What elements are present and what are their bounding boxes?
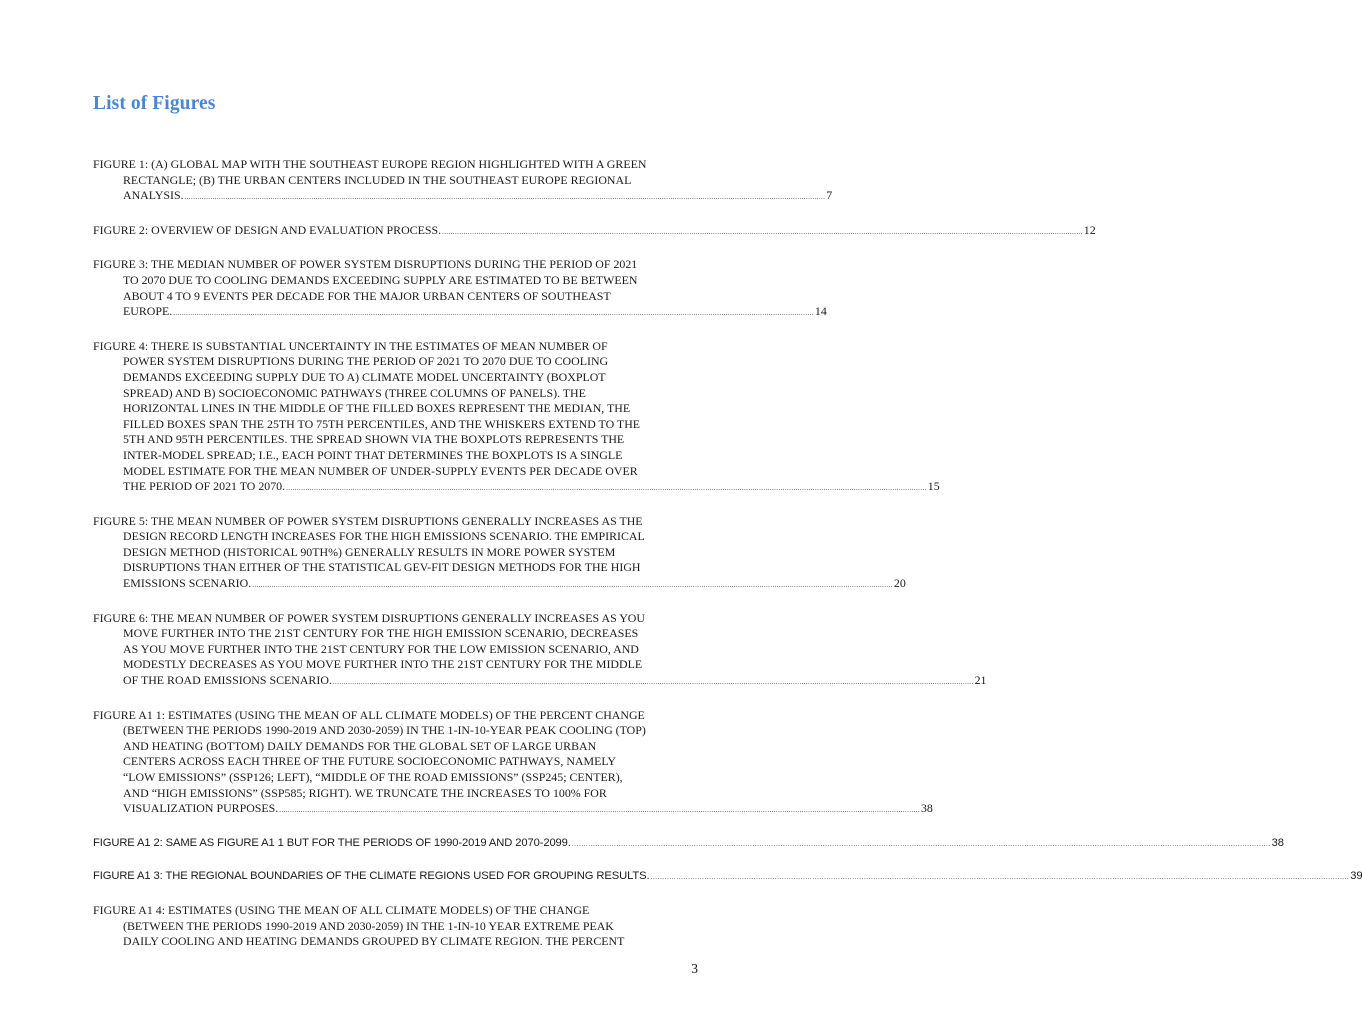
- figure-entry-text: FIGURE A1 3: THE REGIONAL BOUNDARIES OF THE CLIMATE REGIONS USED FOR GROUPING RESULTS.: [93, 870, 650, 883]
- figure-entry-line: DEMANDS EXCEEDING SUPPLY DUE TO A) CLIMATE MODEL UNCERTAINTY (BOXPLOT: [123, 369, 606, 384]
- figure-entry[interactable]: [93, 836, 1284, 853]
- figure-entry[interactable]: [93, 707, 933, 819]
- figure-entry-text: FIGURE A1 2: SAME AS FIGURE A1 1 BUT FOR THE PERIODS OF 1990-2019 AND 2070-2099.: [93, 836, 571, 849]
- figure-entry[interactable]: [93, 903, 698, 950]
- figure-page-number: 39: [1350, 870, 1362, 883]
- figure-entry-line: ABOUT 4 TO 9 EVENTS PER DECADE FOR THE MAJOR URBAN CENTERS OF SOUTHEAST: [123, 288, 611, 303]
- figure-page-number: 7: [826, 188, 833, 203]
- figure-entry-line: SPREAD) AND B) SOCIOECONOMIC PATHWAYS (THREE COLUMNS OF PANELS). THE: [123, 385, 586, 400]
- figure-entry-line: AS YOU MOVE FURTHER INTO THE 21ST CENTURY FOR THE LOW EMISSION SCENARIO, AND: [123, 641, 639, 656]
- figure-entry-line: MODESTLY DECREASES AS YOU MOVE FURTHER INTO THE 21ST CENTURY FOR THE MIDDLE: [123, 657, 643, 672]
- figure-entry-text: EUROPE.: [123, 304, 173, 319]
- figure-entry-line: FIGURE A1 4: ESTIMATES (USING THE MEAN OF ALL CLIMATE MODELS) OF THE CHANGE: [93, 902, 590, 917]
- figure-entry[interactable]: [93, 513, 906, 594]
- figure-entry-line: FIGURE 6: THE MEAN NUMBER OF POWER SYSTEM DISRUPTIONS GENERALLY INCREASES AS YOU: [93, 610, 645, 625]
- figure-page-number: 12: [1083, 222, 1096, 237]
- figure-entry[interactable]: [93, 338, 940, 497]
- figure-entry-line: (BETWEEN THE PERIODS 1990-2019 AND 2030-2059) IN THE 1-IN-10-YEAR PEAK COOLING (TOP): [123, 723, 646, 738]
- dot-leader: ..........................................................................................................................................................................................................................................................................................................: [173, 309, 814, 318]
- figure-page-number: 15: [927, 479, 940, 494]
- figure-entry[interactable]: [93, 610, 987, 691]
- figure-entry-line: “LOW EMISSIONS” (SSP126; LEFT), “MIDDLE OF THE ROAD EMISSIONS” (SSP245; CENTER),: [123, 770, 623, 784]
- figure-entry-line: POWER SYSTEM DISRUPTIONS DURING THE PERIOD OF 2021 TO 2070 DUE TO COOLING: [123, 354, 609, 369]
- figure-entry[interactable]: [93, 257, 827, 321]
- figure-entry-line: FILLED BOXES SPAN THE 25TH TO 75TH PERCENTILES, AND THE WHISKERS EXTEND TO THE: [123, 416, 641, 431]
- figure-entry-line: INTER-MODEL SPREAD; I.E., EACH POINT THAT DETERMINES THE BOXPLOTS IS A SINGLE: [123, 447, 623, 462]
- figure-entry-line: FIGURE 4: THERE IS SUBSTANTIAL UNCERTAINTY IN THE ESTIMATES OF MEAN NUMBER OF: [93, 338, 608, 353]
- dot-leader: ..........................................................................................................................................................................................................................................................................................................: [650, 874, 1350, 882]
- figure-entry-line: MODEL ESTIMATE FOR THE MEAN NUMBER OF UNDER-SUPPLY EVENTS PER DECADE OVER: [123, 463, 638, 478]
- figure-entry-last-line: [93, 304, 827, 322]
- figure-page-number: 20: [893, 576, 906, 591]
- figure-entry[interactable]: [93, 222, 1096, 241]
- figure-entry-line: MOVE FURTHER INTO THE 21ST CENTURY FOR THE HIGH EMISSION SCENARIO, DECREASES: [123, 626, 639, 641]
- figure-entry-line: FIGURE 3: THE MEDIAN NUMBER OF POWER SYSTEM DISRUPTIONS DURING THE PERIOD OF 2021: [93, 257, 638, 272]
- figure-entry[interactable]: [93, 869, 1362, 886]
- figure-entry-line: DAILY COOLING AND HEATING DEMANDS GROUPED BY CLIMATE REGION. THE PERCENT: [123, 934, 625, 949]
- figure-entry[interactable]: [93, 157, 833, 206]
- figure-entry-line: 5TH AND 95TH PERCENTILES. THE SPREAD SHOWN VIA THE BOXPLOTS REPRESENTS THE: [123, 432, 625, 447]
- figure-entry-line: DESIGN METHOD (HISTORICAL 90TH%) GENERALLY RESULTS IN MORE POWER SYSTEM: [123, 544, 616, 559]
- list-of-figures: [93, 157, 1362, 967]
- figure-entry-last-line: [93, 222, 1096, 241]
- figure-entry-text: THE PERIOD OF 2021 TO 2070.: [123, 479, 286, 494]
- figure-entry-line: RECTANGLE; (B) THE URBAN CENTERS INCLUDED IN THE SOUTHEAST EUROPE REGIONAL: [123, 172, 632, 187]
- figure-entry-last-line: [93, 836, 1284, 853]
- figure-entry-line: FIGURE 5: THE MEAN NUMBER OF POWER SYSTEM DISRUPTIONS GENERALLY INCREASES AS THE: [93, 513, 643, 528]
- figure-entry-line: DISRUPTIONS THAN EITHER OF THE STATISTICAL GEV-FIT DESIGN METHODS FOR THE HIGH: [123, 560, 641, 575]
- page-number: 3: [691, 961, 698, 976]
- figure-page-number: 38: [920, 801, 933, 816]
- figure-entry-line: CENTERS ACROSS EACH THREE OF THE FUTURE SOCIOECONOMIC PATHWAYS, NAMELY: [123, 754, 616, 769]
- dot-leader: ..........................................................................................................................................................................................................................................................................................................: [332, 678, 974, 687]
- figure-entry-last-line: [93, 869, 1362, 886]
- dot-leader: ..........................................................................................................................................................................................................................................................................................................: [279, 806, 920, 815]
- figure-entry-text: OF THE ROAD EMISSIONS SCENARIO.: [123, 673, 332, 688]
- figure-entry-text: FIGURE 2: OVERVIEW OF DESIGN AND EVALUATION PROCESS.: [93, 222, 442, 237]
- figure-entry-last-line: [93, 479, 940, 497]
- figure-entry-line: TO 2070 DUE TO COOLING DEMANDS EXCEEDING SUPPLY ARE ESTIMATED TO BE BETWEEN: [123, 272, 638, 287]
- figure-entry-line: (BETWEEN THE PERIODS 1990-2019 AND 2030-2059) IN THE 1-IN-10 YEAR EXTREME PEAK: [123, 918, 614, 933]
- figure-entry-text: EMISSIONS SCENARIO.: [123, 576, 252, 591]
- figure-page-number: 14: [814, 304, 827, 319]
- figure-page-number: 38: [1271, 836, 1284, 849]
- figure-entry-last-line: [93, 188, 833, 206]
- dot-leader: ..........................................................................................................................................................................................................................................................................................................: [571, 840, 1271, 848]
- figure-page-number: 21: [974, 673, 987, 688]
- dot-leader: ..........................................................................................................................................................................................................................................................................................................: [252, 581, 893, 590]
- figure-entry-text: VISUALIZATION PURPOSES.: [123, 801, 279, 816]
- dot-leader: ..........................................................................................................................................................................................................................................................................................................: [286, 484, 927, 493]
- figure-entry-line: AND HEATING (BOTTOM) DAILY DEMANDS FOR THE GLOBAL SET OF LARGE URBAN: [123, 738, 597, 753]
- figure-entry-line: HORIZONTAL LINES IN THE MIDDLE OF THE FILLED BOXES REPRESENT THE MEDIAN, THE: [123, 401, 631, 416]
- figure-entry-last-line: [93, 801, 933, 819]
- figure-entry-line: FIGURE A1 1: ESTIMATES (USING THE MEAN OF ALL CLIMATE MODELS) OF THE PERCENT CHANGE: [93, 707, 645, 722]
- figure-entry-line: AND “HIGH EMISSIONS” (SSP585; RIGHT). WE TRUNCATE THE INCREASES TO 100% FOR: [123, 785, 607, 800]
- figure-entry-line: DESIGN RECORD LENGTH INCREASES FOR THE HIGH EMISSIONS SCENARIO. THE EMPIRICAL: [123, 529, 645, 544]
- dot-leader: ..........................................................................................................................................................................................................................................................................................................: [184, 193, 826, 202]
- figure-entry-last-line: [93, 576, 906, 594]
- dot-leader: ..........................................................................................................................................................................................................................................................................................................: [442, 227, 1083, 236]
- figure-entry-last-line: [93, 673, 987, 691]
- page-title: List of Figures: [93, 93, 216, 114]
- figure-entry-text: ANALYSIS.: [123, 188, 184, 203]
- figure-entry-line: FIGURE 1: (A) GLOBAL MAP WITH THE SOUTHEAST EUROPE REGION HIGHLIGHTED WITH A GREEN: [93, 157, 647, 171]
